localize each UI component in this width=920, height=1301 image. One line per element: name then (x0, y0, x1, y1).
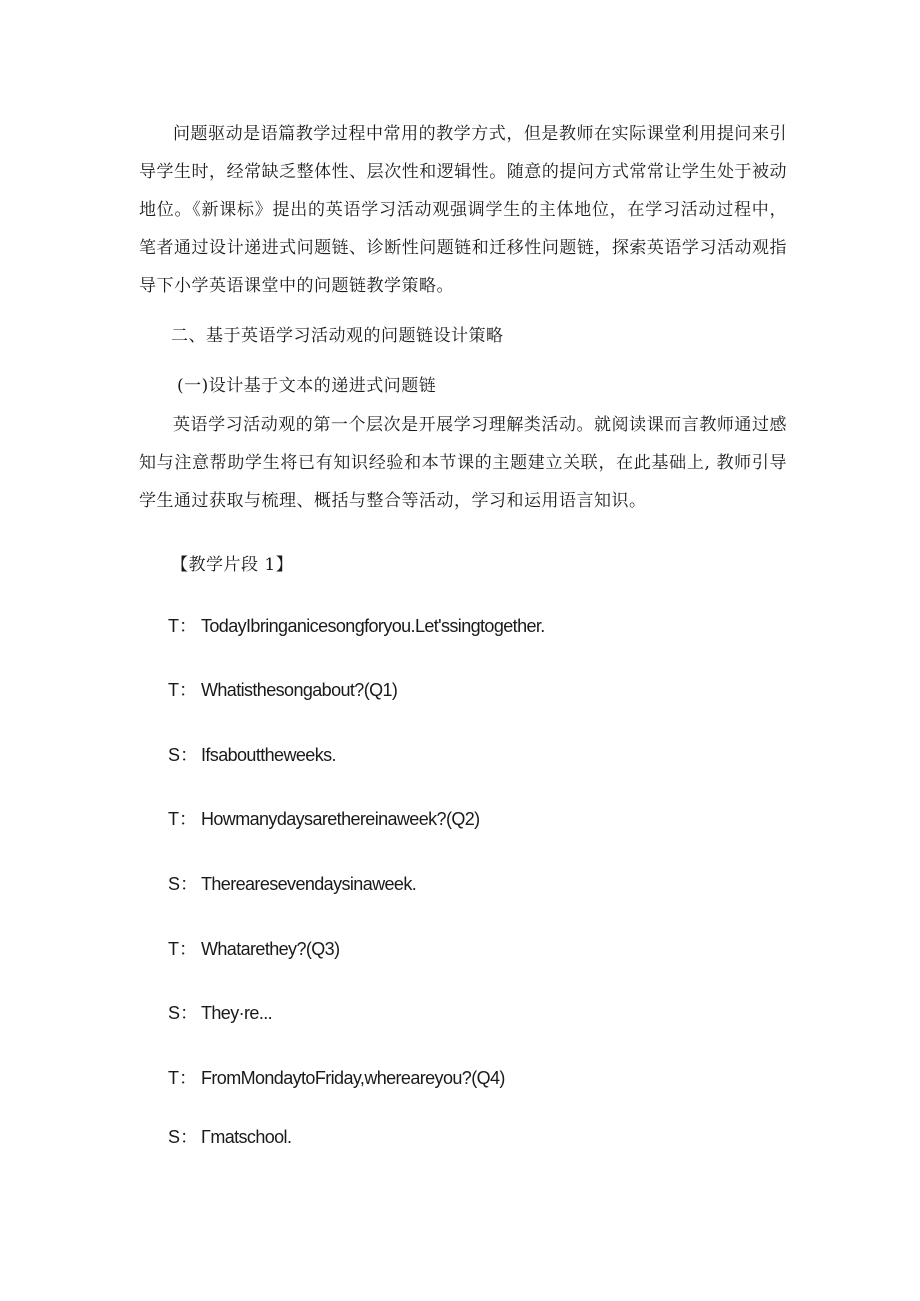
dialog-text: TodayIbringanicesongforyou.Let'ssingtogether. (201, 616, 545, 636)
subsection-heading: (一)设计基于文本的递进式问题链 (177, 376, 437, 396)
dialog-text: Ifsabouttheweeks. (201, 745, 336, 765)
dialog-text: Whatarethey?(Q3) (201, 939, 340, 959)
dialog-line (168, 1001, 272, 1025)
dialog-text: Γmatschool. (201, 1127, 292, 1147)
dialog-text: Howmanydaysarethereinaweek?(Q2) (201, 809, 480, 829)
teaching-fragment-label: 【教学片段 1】 (171, 555, 294, 575)
dialog-speaker: S： (168, 1127, 199, 1147)
dialog-line (168, 872, 416, 896)
dialog-line (168, 1125, 291, 1149)
dialog-line (168, 807, 480, 831)
dialog-text: FromMondaytoFriday,whereareyou?(Q4) (201, 1068, 505, 1088)
dialog-speaker: T： (168, 939, 197, 959)
dialog-line (168, 743, 336, 767)
dialog-speaker: T： (168, 616, 197, 636)
dialog-speaker: T： (168, 1068, 197, 1088)
dialog-speaker: S： (168, 874, 199, 894)
dialog-text: Therearesevendaysinaweek. (201, 874, 417, 894)
dialog-speaker: T： (168, 680, 197, 700)
dialog-speaker: T： (168, 809, 197, 829)
dialog-line (168, 614, 545, 638)
dialog-line (168, 678, 397, 702)
dialog-speaker: S： (168, 745, 199, 765)
section-heading: 二、基于英语学习活动观的问题链设计策略 (171, 326, 504, 346)
dialog-text: They·re... (201, 1003, 273, 1023)
body-paragraph: 英语学习活动观的第一个层次是开展学习理解类活动。就阅读课而言教师通过感知与注意帮助学生将已有知识经验和本节课的主题建立关联，在此基础上, 教师引导学生通过获取与梳理、概括与整合等活动，学习和运用语言知识。 (139, 415, 787, 511)
dialog-line (168, 937, 339, 961)
intro-paragraph: 问题驱动是语篇教学过程中常用的教学方式，但是教师在实际课堂利用提问来引导学生时，经常缺乏整体性、层次性和逻辑性。随意的提问方式常常让学生处于被动地位。《新课标》提出的英语学习活动观强调学生的主体地位，在学习活动过程中，笔者通过设计递进式问题链、诊断性问题链和迁移性问题链，探索英语学习活动观指导下小学英语课堂中的问题链教学策略。 (139, 124, 787, 296)
dialog-line (168, 1066, 505, 1090)
dialog-text: Whatisthesongabout?(Q1) (201, 680, 398, 700)
dialog-speaker: S： (168, 1003, 199, 1023)
